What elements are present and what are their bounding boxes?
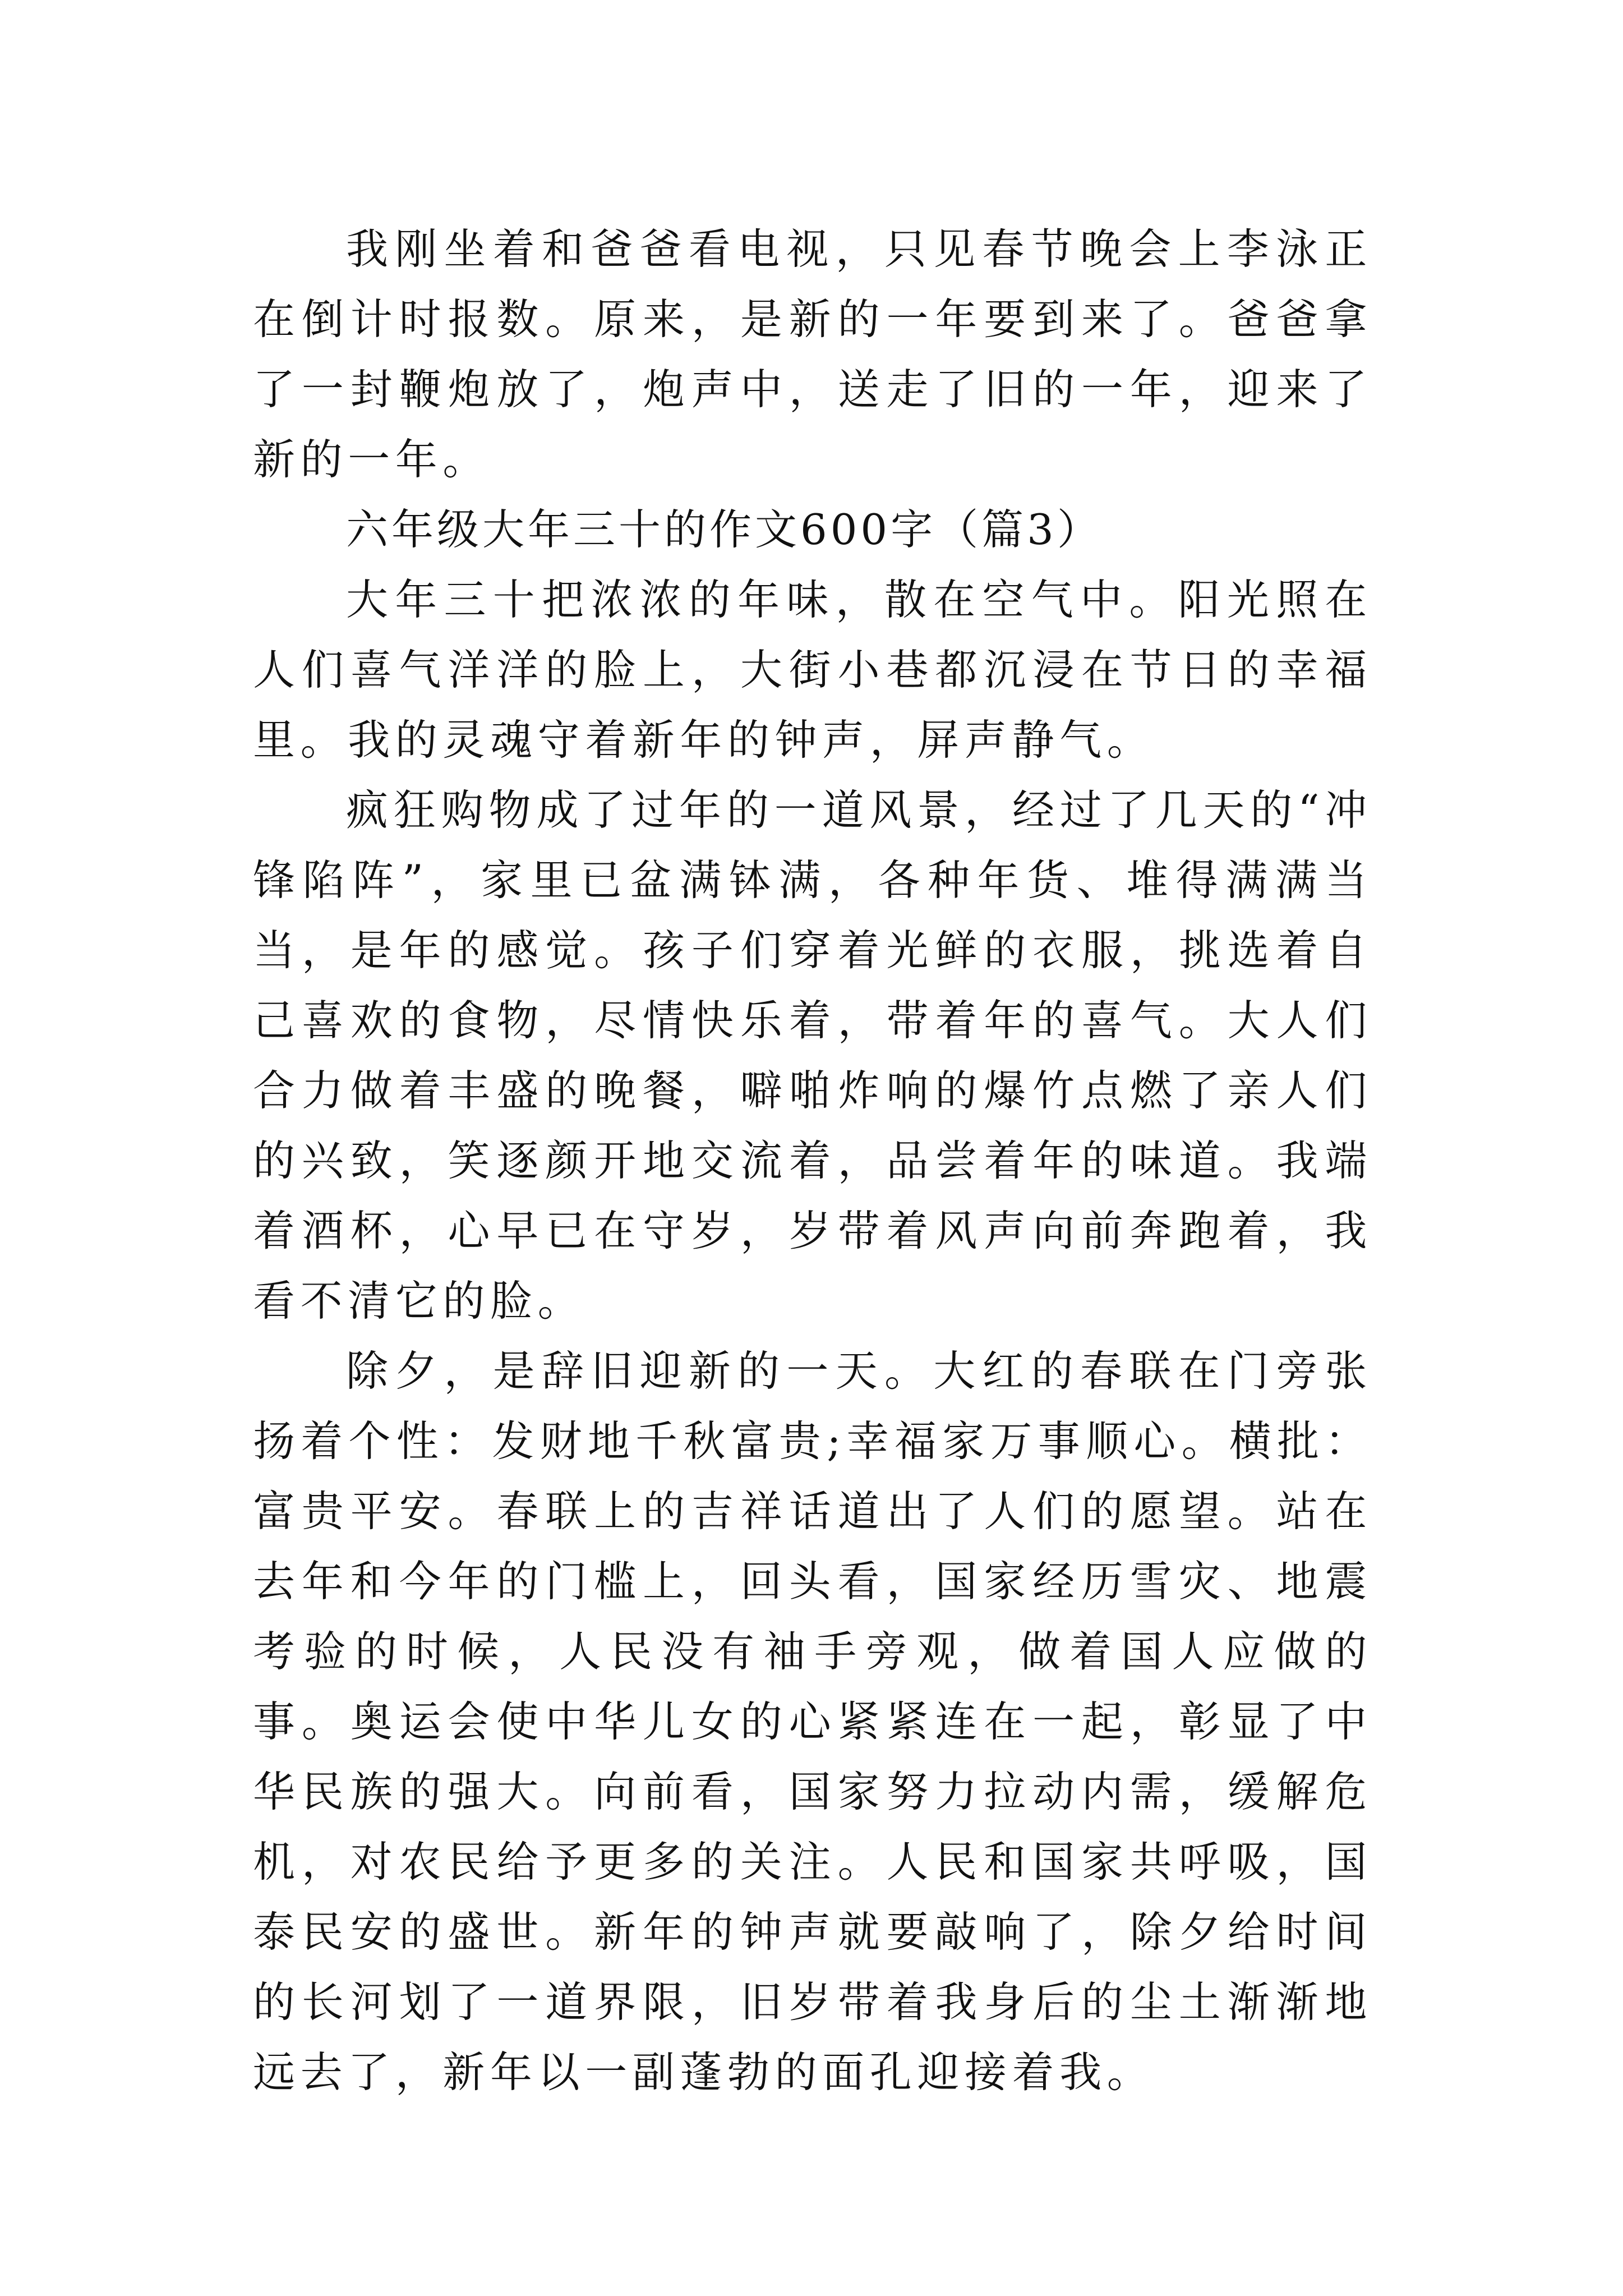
paragraph-new-year-eve-reflection: 除夕，是辞旧迎新的一天。大红的春联在门旁张扬着个性：发财地千秋富贵;幸福家万事顺心。横批：富贵平安。春联上的吉祥话道出了人们的愿望。站在去年和今年的门槛上，回头看，国家经历雪灾、地震考验的时候，人民没有袖手旁观，做着国人应做的事。奥运会使中华儿女的心紧紧连在一起，彰显了中华民族的强大。向前看，国家努力拉动内需，缓解危机，对农民给予更多的关注。人民和国家共呼吸，国泰民安的盛世。新年的钟声就要敲响了，除夕给时间的长河划了一道界限，旧岁带着我身后的尘土渐渐地远去了，新年以一副蓬勃的面孔迎接着我。 [253,1346,1372,2097]
section-heading: 六年级大年三十的作文600字（篇3） [346,505,1103,554]
document-body [253,214,1372,2108]
paragraph-spring-festival-countdown: 我刚坐着和爸爸看电视，只见春节晚会上李泳正在倒计时报数。原来，是新的一年要到来了。爸爸拿了一封鞭炮放了，炮声中，送走了旧的一年，迎来了新的一年。 [253,224,1372,484]
paragraph-new-year-atmosphere: 大年三十把浓浓的年味，散在空气中。阳光照在人们喜气洋洋的脸上，大街小巷都沉浸在节日的幸福里。我的灵魂守着新年的钟声，屏声静气。 [253,575,1372,765]
paragraph-shopping-and-dinner: 疯狂购物成了过年的一道风景，经过了几天的“冲锋陷阵”，家里已盆满钵满，各种年货、堆得满满当当，是年的感觉。孩子们穿着光鲜的衣服，挑选着自己喜欢的食物，尽情快乐着，带着年的喜气。大人们合力做着丰盛的晚餐，噼啪炸响的爆竹点燃了亲人们的兴致，笑逐颜开地交流着，品尝着年的味道。我端着酒杯，心早已在守岁，岁带着风声向前奔跑着，我看不清它的脸。 [253,785,1372,1326]
